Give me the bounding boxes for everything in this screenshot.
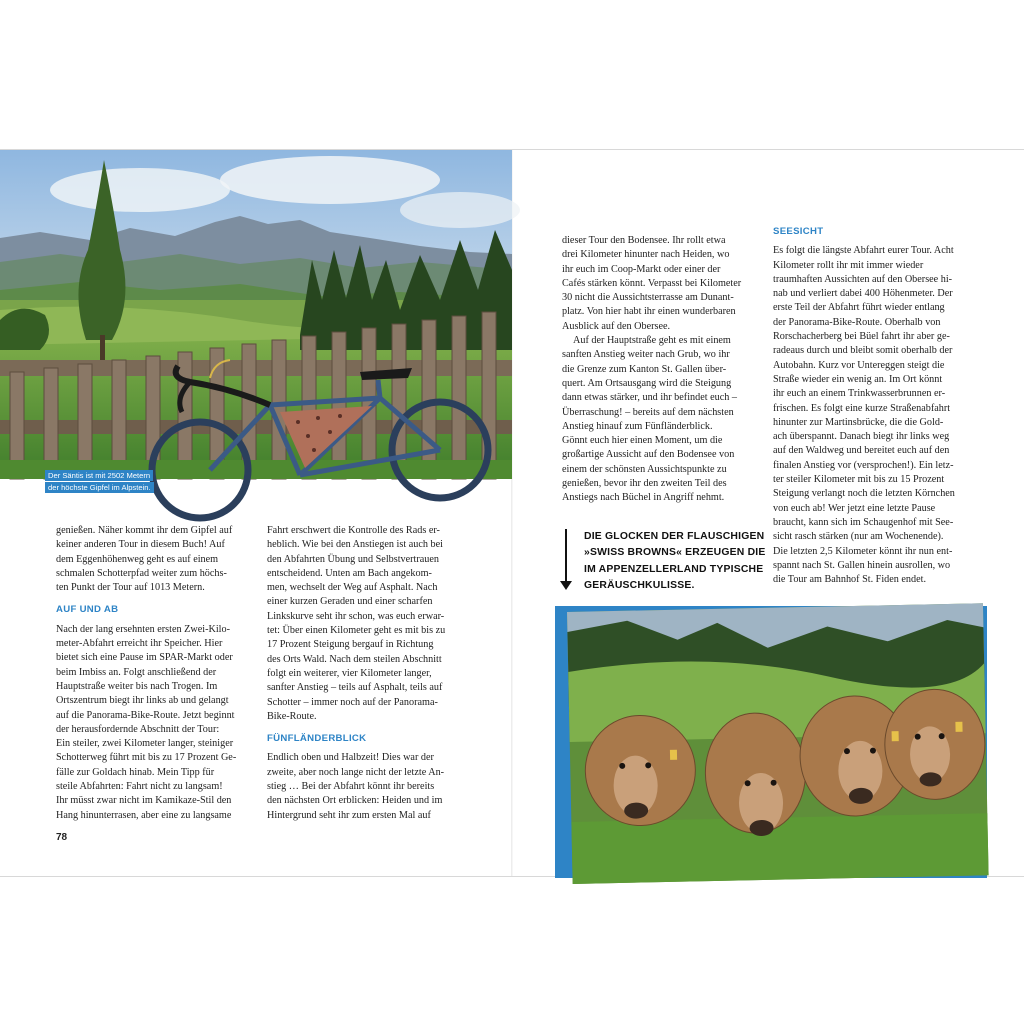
pull-quote	[584, 529, 784, 595]
quote-line: »SWISS BROWNS« ERZEUGEN DIE	[584, 547, 766, 559]
quote-line: DIE GLOCKEN DER FLAUSCHIGEN	[584, 531, 765, 542]
text-line: dieser Tour den Bodensee. Ihr rollt etwa	[562, 235, 726, 246]
text-line: einer kurzen Geraden und einer scharfen	[267, 596, 433, 608]
col3-paragraph-1	[562, 234, 762, 334]
text-line: auf die Panorama-Bike-Route. Jetzt beginnt	[56, 709, 235, 721]
text-line: nab und verliert dabei 400 Höhenmeter. Der	[773, 288, 953, 300]
text-line: ter steiler Kilometer mit bis zu 15 Prozent	[773, 474, 945, 486]
text-line: keiner anderen Tour in diesem Buch! Auf	[56, 539, 225, 551]
section-heading-seesicht: SEESICHT	[773, 226, 824, 237]
column-3	[562, 234, 762, 506]
text-line: Steigung verlangt noch die letzten Körnchen	[773, 488, 955, 500]
text-line: Schotter – immer noch auf der Panorama-	[267, 696, 438, 708]
text-line: steile Abfahrten: Fahrt nicht zu langsam!	[56, 781, 223, 793]
text-line: bietet sich eine Pause im SPAR-Markt oder	[56, 652, 233, 664]
text-line: finalen Anstieg vor (versprochen!). Ein letz-	[773, 459, 954, 471]
column-2	[267, 524, 467, 823]
column-4	[773, 225, 973, 587]
text-line: sanften Anstieg weiter nach Grub, wo ihr	[562, 349, 730, 361]
col2-body2	[267, 751, 467, 822]
text-line: großartige Aussicht auf den Bodensee von	[562, 449, 735, 461]
text-line: Autobahn. Kurz vor Untereggen steigt die	[773, 359, 945, 371]
text-line: Ausblick auf den Obersee.	[562, 320, 671, 332]
col1-intro	[56, 524, 251, 595]
text-line: schmalen Schotterpfad weiter zum höchs-	[56, 567, 227, 579]
text-line: von euch ab! Wer jetzt eine letzte Pause	[773, 502, 936, 514]
text-line: traumhaften Aussichten auf den Obersee hi-	[773, 273, 953, 285]
quote-line: GERÄUSCHKULISSE.	[584, 580, 695, 592]
text-line: Ortszentrum biegt ihr links ab und gelangt	[56, 695, 229, 707]
text-line: sanfter Anstieg – teils auf Asphalt, teils auf	[267, 682, 443, 694]
text-line: Straße wieder ein wenig an. Im Ort könnt	[773, 373, 943, 385]
text-line: Es folgt die längste Abfahrt eurer Tour. Acht	[773, 245, 954, 257]
book-spread	[0, 149, 1024, 877]
text-line: 17 Prozent Steigung bergauf in Richtung	[267, 639, 434, 651]
text-line: Hang hinunterrasen, aber eine zu langsame	[56, 809, 232, 821]
text-line: braucht, kann sich im Schaugenhof mit See-	[773, 516, 954, 528]
text-line: radeaus durch und bleibt somit oberhalb der	[773, 345, 953, 357]
photo-caption	[45, 470, 154, 494]
col1-body	[56, 623, 251, 823]
text-line: Endlich oben und Halbzeit! Dies war der	[267, 752, 434, 764]
text-line: auf den Waldweg und bereitet euch auf den	[773, 445, 950, 457]
text-line: die Tour am Bahnhof St. Fiden endet.	[773, 574, 927, 586]
text-line: der Panorama-Bike-Route. Oberhalb von	[773, 316, 941, 328]
quote-rule	[565, 529, 567, 585]
text-line: Hintergrund seht ihr zum ersten Mal auf	[267, 809, 431, 821]
text-line: heblich. Wie bei den Anstiegen ist auch bei	[267, 539, 443, 551]
text-line: Gönnt euch hier einen Moment, um die	[562, 435, 723, 447]
text-line: den Abfahrten Übung und Selbstvertrauen	[267, 553, 440, 565]
text-line: ihr euch an einem Trinkwasserbrunnen er-	[773, 388, 946, 400]
text-line: entscheidend. Unten am Bach angekom-	[267, 567, 432, 579]
quote-line: IM APPENZELLERLAND TYPISCHE	[584, 563, 764, 575]
text-line: ihr euch im Coop-Markt oder einer der	[562, 263, 721, 275]
column-1	[56, 524, 251, 823]
col3-paragraph-2	[562, 334, 762, 506]
text-line: spannt nach St. Gallen hinein ausrollen, wo	[773, 559, 951, 571]
text-line: fälle zur Goldach hinab. Mein Tipp für	[56, 766, 215, 778]
text-line: ten Punkt der Tour auf 1013 Metern.	[56, 582, 205, 594]
text-line: Fahrt erschwert die Kontrolle des Rads er-	[267, 525, 440, 536]
text-line: frischen. Es folgt eine kurze Straßenabfahrt	[773, 402, 951, 414]
text-line: Anstieg hinauf zum Fünfländerblick.	[562, 420, 713, 432]
text-line: Rorschacherberg bei Büel fahrt ihr aber ge-	[773, 331, 950, 343]
landscape-photo	[0, 150, 512, 492]
arrow-down-icon	[560, 581, 572, 590]
col4-paragraph-2	[773, 545, 973, 588]
text-line: genießen, bevor ihr den zweiten Teil des	[562, 478, 727, 490]
text-line: hinunter zur Martinsbrücke, die die Gold-	[773, 416, 944, 428]
text-line: Ihr müsst zwar nicht im Kamikaze-Stil den	[56, 795, 232, 807]
text-line: beim Imbiss an. Folgt anschließend der	[56, 666, 217, 678]
text-line: die Grenze zum Kanton St. Gallen über-	[562, 363, 727, 375]
text-line: erste Teil der Abfahrt führt wieder entlang	[773, 302, 945, 314]
text-line: Anstiegs nach Büchel in Angriff nehmt.	[562, 492, 725, 504]
text-line: Die letzten 2,5 Kilometer könnt ihr nun ent-	[773, 545, 953, 557]
text-line: stieg … Bei der Abfahrt könnt ihr bereits	[267, 781, 435, 793]
cows-photo	[555, 606, 987, 878]
text-line: Auf der Hauptstraße geht es mit einem	[573, 335, 731, 347]
text-line: des Orts Wald. Nach dem steilen Abschnitt	[267, 653, 442, 665]
text-line: Ein steiler, zwei Kilometer langer, steiniger	[56, 738, 234, 750]
text-line: dem Eggenhöhenweg geht es auf einem	[56, 553, 219, 565]
text-line: Bike-Route.	[267, 710, 317, 722]
col4-paragraph-1	[773, 244, 973, 544]
text-line: der herausfordernde Abschnitt der Tour:	[56, 723, 220, 735]
text-line: men, wechselt der Weg auf Asphalt. Nach	[267, 582, 438, 594]
col2-body	[267, 524, 467, 724]
text-line: 30 nicht die Aussichtsterrasse am Dunant-	[562, 292, 734, 304]
text-line: Nach der lang ersehnten ersten Zwei-Kilo-	[56, 623, 230, 635]
text-line: Cafés stärken könnt. Verpasst bei Kilometer	[562, 277, 742, 289]
text-line: einem der schönsten Aussichtspunkte zu	[562, 463, 727, 475]
page-number: 78	[56, 832, 68, 843]
text-line: Kilometer rollt ihr mit immer wieder	[773, 259, 924, 271]
text-line: zweite, aber noch lange nicht der letzte An-	[267, 766, 445, 778]
text-line: genießen. Näher kommt ihr dem Gipfel auf	[56, 525, 233, 536]
text-line: ach überspannt. Danach biegt ihr links weg	[773, 431, 950, 443]
text-line: folgt ein weiterer, vier Kilometer langer,	[267, 667, 432, 679]
text-line: tet: Über einen Kilometer geht es mit bis zu	[267, 625, 446, 637]
caption-line-2: der höchste Gipfel im Alpstein.	[45, 482, 154, 493]
text-line: dann etwas stärker, und ihr befindet euch –	[562, 392, 737, 404]
text-line: den nächsten Ort erblicken: Heiden und im	[267, 795, 443, 807]
text-line: platz. Von hier habt ihr einen wunderbaren	[562, 306, 736, 318]
caption-line-1: Der Säntis ist mit 2502 Metern	[45, 470, 153, 481]
section-heading-auf-und-ab: AUF UND AB	[56, 604, 119, 616]
text-line: meter-Abfahrt erreicht ihr Speicher. Hier	[56, 638, 223, 650]
text-line: quert. Am Ortsausgang wird die Steigung	[562, 377, 732, 389]
section-heading-fuenflaenderblick: FÜNFLÄNDERBLICK	[267, 733, 367, 745]
text-line: Überraschung! – bereits auf dem nächsten	[562, 406, 734, 418]
text-line: Linkskurve seht ihr schon, was euch erwar-	[267, 610, 445, 622]
text-line: Schotterweg führt mit bis zu 17 Prozent Ge-	[56, 752, 237, 764]
text-line: drei Kilometer hinunter nach Heiden, wo	[562, 249, 730, 261]
text-line: Hauptstraße weiter bis nach Trogen. Im	[56, 680, 218, 692]
text-line: sicht rasch stärken (nur am Wochenende).	[773, 531, 944, 543]
